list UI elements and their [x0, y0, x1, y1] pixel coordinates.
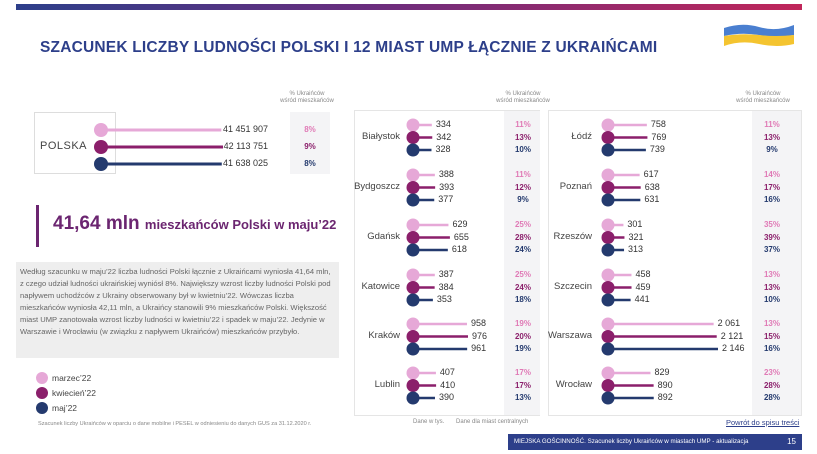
right-city-0: Łódź [571, 130, 592, 142]
left-city-2-april-dot [407, 231, 420, 244]
left-city-0-pct-april: 13% [514, 132, 531, 142]
right-city-4-value-april: 2 121 [720, 330, 744, 341]
left-city-3-value-march: 387 [438, 269, 454, 279]
left-city-3: Katowice [361, 280, 400, 292]
source-note-right: Dane dla miast centralnych [456, 419, 529, 425]
left-city-1-value-april: 393 [439, 181, 455, 192]
right-city-0-april-dot [602, 131, 615, 144]
right-city-5-pct-april: 28% [763, 380, 780, 390]
left-city-0-may-dot [407, 144, 420, 157]
left-city-3-value-april: 384 [438, 281, 454, 292]
left-city-0: Białystok [361, 130, 400, 142]
right-city-0-value-may: 739 [649, 144, 665, 154]
left-city-5-may-dot [407, 392, 420, 405]
left-pct-header-line2: wśród mieszkańców [496, 98, 550, 104]
left-pct-header-line1: % Ukraińców [505, 91, 541, 97]
left-city-4-value-may: 961 [471, 343, 487, 353]
right-city-1-pct-may: 16% [763, 195, 780, 204]
left-city-3-pct-march: 25% [514, 270, 531, 279]
left-city-5-pct-april: 17% [514, 380, 531, 390]
legend-march-label: marzec’22 [52, 373, 92, 383]
left-city-4-value-april: 976 [472, 330, 488, 341]
headline-text: mieszkańców Polski w maju’22 [144, 217, 337, 232]
left-city-5-pct-may: 13% [514, 393, 531, 402]
right-city-1-value-march: 617 [643, 169, 659, 179]
left-city-2-pct-april: 28% [514, 232, 531, 242]
right-city-4-pct-april: 15% [763, 331, 780, 341]
legend-april-label: kwiecień’22 [52, 388, 96, 398]
right-city-2-pct-april: 39% [763, 232, 780, 242]
right-city-4-pct-may: 16% [763, 344, 780, 353]
left-city-3-pct-may: 18% [514, 295, 531, 304]
left-city-4-value-march: 958 [470, 318, 487, 328]
left-city-2: Gdańsk [367, 230, 400, 242]
left-city-0-pct-may: 10% [514, 145, 531, 154]
left-city-2-value-march: 629 [452, 219, 468, 229]
left-city-1-pct-march: 11% [515, 170, 531, 179]
right-city-2-may-dot [602, 244, 615, 257]
description-text: Według szacunku w maju’22 liczba ludności Polski łącznie z Ukraińcami wyniosła 41,64 mln, z czego udział ludności ukraińskiej wyniósł 8%. Największy wzrost liczby ludności Polski pod napływem uchodźców z Ukrainy obserwowany był w kwietniu’22. Wówczas liczba mieszkańców wyniosła 42,11 mln, a Ukraińcy stanowili 9% mieszkańców Polski. Większość miast UMP zanotowała wzrost liczby ludności w kwietniu’22 i spadek w maju’22. Jedynie w Warszawie i Wrocławiu (w związku z napływem Ukraińców) mieszkańców przybyło. [16, 262, 339, 358]
right-city-5-value-may: 892 [657, 392, 673, 402]
left-city-1-pct-april: 12% [514, 182, 531, 192]
left-city-1-april-dot [407, 181, 420, 194]
right-city-2-value-march: 301 [627, 219, 643, 229]
right-city-1-april-dot [602, 181, 615, 194]
poland-pct-march: 8% [304, 125, 316, 134]
poland-pct-may: 8% [304, 159, 316, 168]
right-city-5-pct-march: 23% [763, 368, 780, 377]
right-city-0-pct-march: 11% [764, 120, 780, 129]
left-city-5-value-may: 390 [438, 392, 454, 402]
left-city-0-value-april: 342 [436, 131, 452, 142]
left-city-2-value-april: 655 [453, 231, 469, 242]
poland-pct-april: 9% [304, 142, 316, 151]
right-city-1-may-dot [602, 194, 615, 207]
right-city-3-value-march: 458 [635, 269, 651, 279]
poland-value-may: 41 638 025 [222, 158, 268, 168]
right-city-0-value-april: 769 [651, 131, 667, 142]
right-city-2-march-dot [602, 219, 615, 232]
right-city-5-march-dot [602, 367, 615, 380]
right-city-5-may-dot [602, 392, 615, 405]
left-city-5-value-april: 410 [440, 379, 456, 390]
right-city-2-value-april: 321 [628, 231, 644, 242]
left-city-5-pct-march: 17% [514, 368, 531, 377]
poland-may-dot [94, 157, 108, 171]
right-city-2: Rzeszów [553, 230, 592, 242]
right-city-4-april-dot [602, 330, 615, 343]
left-city-1-march-dot [407, 169, 420, 182]
right-city-4-value-march: 2 061 [717, 318, 741, 328]
pct-header-line1: % Ukraińców [289, 91, 325, 97]
left-city-2-march-dot [407, 219, 420, 232]
left-city-5-march-dot [407, 367, 420, 380]
right-city-3-pct-april: 13% [763, 282, 780, 292]
left-city-0-value-march: 334 [435, 119, 451, 129]
left-city-3-april-dot [407, 281, 420, 294]
left-city-3-pct-april: 24% [514, 282, 531, 292]
left-city-4-pct-may: 19% [514, 344, 531, 353]
poland-value-april: 42 113 751 [223, 141, 268, 151]
footnote: Szacunek liczby Ukraińców w oparciu o dane mobilne i PESEL w odniesieniu do danych GUS za 31.12.2020 r. [38, 421, 312, 427]
right-city-5-april-dot [602, 379, 615, 392]
right-city-1-pct-march: 14% [763, 170, 780, 179]
right-city-4-value-may: 2 146 [722, 343, 745, 353]
left-city-3-march-dot [407, 269, 420, 282]
pct-header-line2: wśród mieszkańców [280, 98, 334, 104]
right-city-1: Poznań [559, 180, 592, 192]
right-city-2-pct-march: 35% [763, 220, 780, 229]
right-city-3-march-dot [602, 269, 615, 282]
right-city-3-pct-march: 13% [763, 270, 780, 279]
right-city-4-pct-march: 13% [763, 319, 780, 328]
left-city-4-may-dot [407, 343, 420, 356]
left-city-4-april-dot [407, 330, 420, 343]
left-city-2-pct-may: 24% [514, 245, 531, 254]
right-city-0-value-march: 758 [650, 119, 666, 129]
right-city-0-pct-april: 13% [763, 132, 780, 142]
right-city-5: Wrocław [555, 378, 592, 390]
poland-april-dot [94, 140, 108, 154]
poland-value-march: 41 451 907 [222, 124, 268, 134]
right-city-1-march-dot [602, 169, 615, 182]
right-city-1-value-april: 638 [644, 181, 660, 192]
right-city-0-may-dot [602, 144, 615, 157]
headline-number: 41,64 mln [53, 213, 140, 234]
right-city-3-value-april: 459 [635, 281, 651, 292]
right-pct-header-line1: % Ukraińców [745, 91, 781, 97]
right-city-4-march-dot [602, 318, 615, 331]
left-city-0-march-dot [407, 119, 420, 132]
left-city-0-pct-march: 11% [515, 120, 531, 129]
right-city-3-value-may: 441 [634, 294, 650, 304]
page-title: SZACUNEK LICZBY LUDNOŚCI POLSKI I 12 MIAST UMP ŁĄCZNIE Z UKRAIŃCAMI [40, 39, 658, 56]
right-city-4-may-dot [602, 343, 615, 356]
right-city-2-value-may: 313 [628, 244, 644, 254]
right-city-1-pct-april: 17% [763, 182, 780, 192]
right-city-3-april-dot [602, 281, 615, 294]
right-city-5-value-march: 829 [654, 367, 670, 377]
right-city-0-pct-may: 9% [766, 145, 778, 154]
footer-text: MIEJSKA GOŚCINNOŚĆ. Szacunek liczby Ukraińców w miastach UMP - aktualizacja [514, 438, 749, 445]
left-city-0-value-may: 328 [435, 144, 451, 154]
left-city-4: Kraków [368, 329, 400, 341]
right-city-0-march-dot [602, 119, 615, 132]
left-city-5-april-dot [407, 379, 420, 392]
source-note-left: Dane w tys. [413, 419, 445, 425]
left-city-4-pct-march: 19% [514, 319, 531, 328]
left-city-0-april-dot [407, 131, 420, 144]
poland-march-dot [94, 123, 108, 137]
footer-bar [508, 434, 802, 450]
left-city-2-value-may: 618 [451, 244, 467, 254]
right-city-3-may-dot [602, 294, 615, 307]
page-number: 15 [787, 437, 796, 446]
left-city-2-may-dot [407, 244, 420, 257]
left-city-1-value-march: 388 [438, 169, 454, 179]
right-city-2-april-dot [602, 231, 615, 244]
right-city-5-value-april: 890 [657, 379, 673, 390]
left-city-5-value-march: 407 [439, 367, 455, 377]
left-city-3-value-may: 353 [436, 294, 452, 304]
right-city-3-pct-may: 10% [763, 295, 780, 304]
right-pct-header-line2: wśród mieszkańców [736, 98, 790, 104]
legend-may-label: maj’22 [52, 403, 78, 413]
right-city-3: Szczecin [553, 280, 592, 292]
left-city-1-value-may: 377 [438, 194, 454, 204]
left-city-2-pct-march: 25% [514, 220, 531, 229]
right-city-5-pct-may: 28% [763, 393, 780, 402]
right-city-1-value-may: 631 [644, 194, 660, 204]
left-city-4-pct-april: 20% [514, 331, 531, 341]
poland-label: POLSKA [40, 140, 88, 152]
left-city-1-may-dot [407, 194, 420, 207]
left-city-4-march-dot [407, 318, 420, 331]
right-city-2-pct-may: 37% [763, 245, 780, 254]
right-city-4: Warszawa [548, 329, 592, 341]
left-city-3-may-dot [407, 294, 420, 307]
back-to-contents-link[interactable]: Powrót do spisu treści [726, 418, 800, 427]
left-city-1-pct-may: 9% [517, 195, 529, 204]
left-city-5: Lublin [374, 378, 400, 390]
left-city-1: Bydgoszcz [354, 180, 400, 192]
